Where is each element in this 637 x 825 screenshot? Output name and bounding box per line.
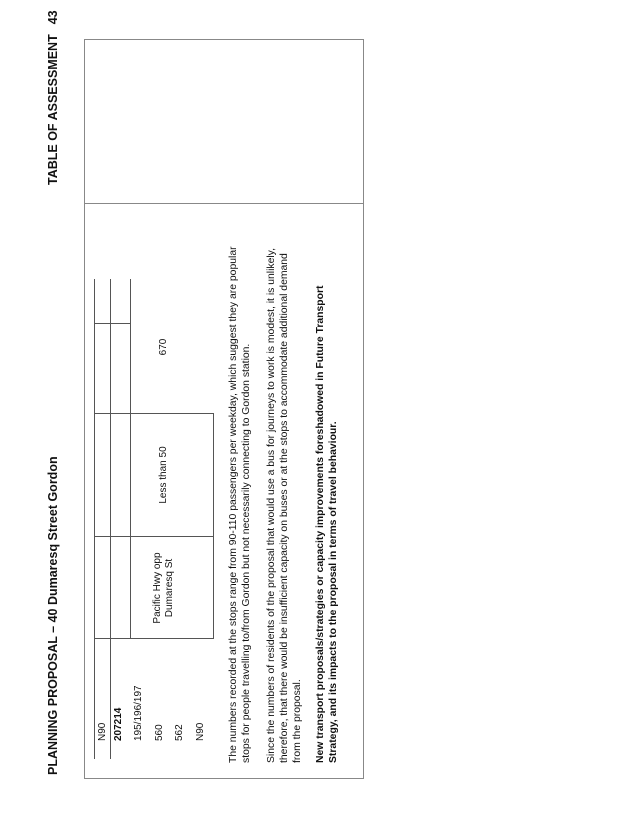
bus-stop-table [94, 279, 214, 759]
page-header-right [46, 10, 60, 185]
distance-cell: 670 [158, 338, 169, 356]
route-cell: N90 [97, 722, 108, 741]
stop-id-cell: 207214 [113, 707, 124, 741]
route-cell: N90 [195, 722, 206, 741]
paragraph-bold: New transport proposals/strategies or capacity improvements foreshadowed in Future Transport Strategy, and its impacts to the proposal in terms of travel behaviour. [315, 285, 339, 763]
route-cell: 560 [154, 724, 165, 741]
paragraph: The numbers recorded at the stops range from 90-110 passengers per weekday, which suggest they are popular stops for people travelling to/from Gordon but not necessarily connecting to Gordon station. [228, 246, 252, 763]
column-divider [85, 203, 363, 204]
document-title: PLANNING PROPOSAL – 40 Dumaresq Street Gordon [46, 456, 60, 775]
passengers-cell: Less than 50 [158, 446, 169, 504]
stop-name-cell: Pacific Hwy opp Dumaresq St [152, 552, 175, 624]
section-title: TABLE OF ASSESSMENT [46, 34, 60, 185]
route-cell: 195/196/197 [133, 685, 144, 741]
page-number: 43 [46, 10, 60, 25]
paragraph: Since the numbers of residents of the proposal that would use a bus for journeys to work is modest, it is unlikely, therefore, that there would be insufficient capacity on buses or at the stops to accommodate additional demand from the proposal. [266, 248, 303, 763]
assessment-table [84, 39, 364, 779]
route-cell: 562 [174, 724, 185, 741]
